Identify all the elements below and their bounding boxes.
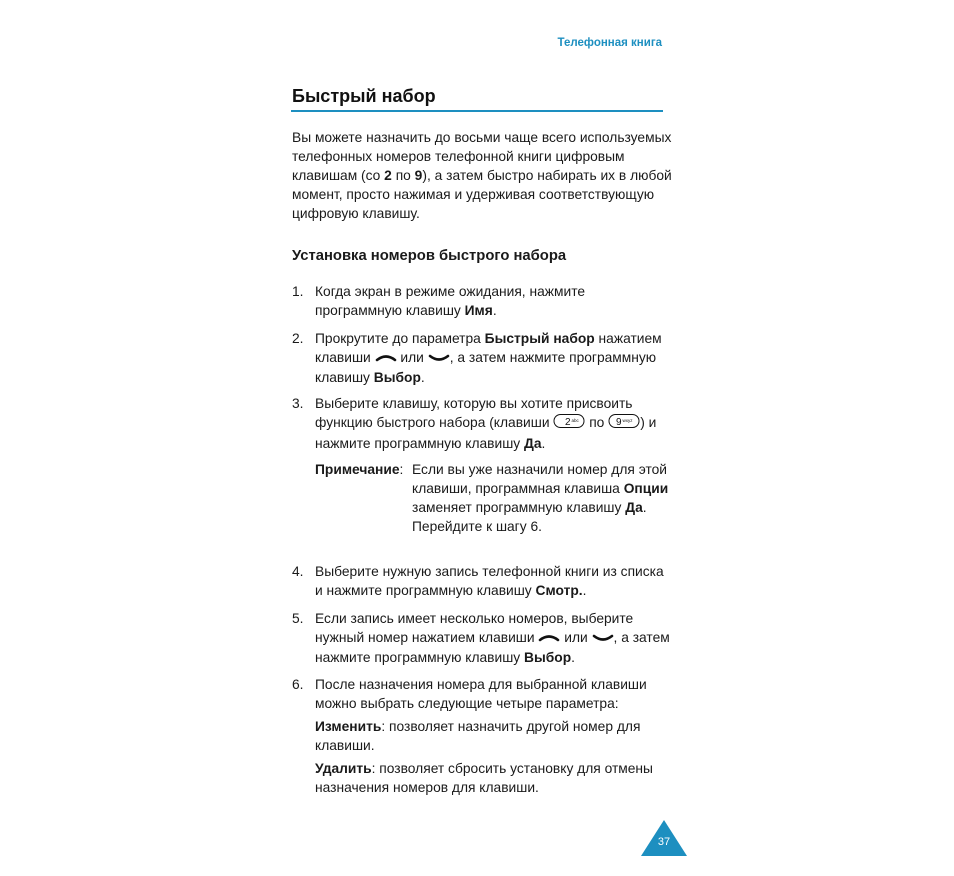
- nav-down-icon: [428, 349, 450, 368]
- step-6-intro: После назначения номера для выбранной клавиши можно выбрать следующие четыре параметра:: [315, 677, 647, 711]
- svg-text:2: 2: [565, 417, 571, 428]
- page-number-badge: [641, 820, 687, 856]
- svg-text:abc: abc: [571, 418, 580, 423]
- key-9-icon: [608, 413, 640, 434]
- svg-text:9: 9: [616, 417, 622, 428]
- nav-up-icon: [375, 349, 397, 368]
- title-divider: [291, 110, 663, 112]
- step-text: [315, 675, 672, 797]
- step-number: 4.: [292, 564, 304, 579]
- step-number: 3.: [292, 396, 304, 411]
- intro-paragraph: Вы можете назначить до восьми чаще всего используемых телефонных номеров телефонной книги цифровым клавишам (со 2 по 9), а затем быстро набирать их в любой момент, просто нажимая и удерживая соответствующую цифровую клавишу.: [292, 130, 672, 221]
- step-1: [292, 282, 672, 320]
- step-text: Прокрутите до параметра Быстрый набор нажатием клавиши или , а затем нажмите программную клавишу Выбор.: [315, 331, 662, 385]
- option-change: Изменить: позволяет назначить другой номер для клавиши.: [315, 719, 641, 753]
- step-3: [292, 394, 672, 453]
- step-number: 6.: [292, 677, 304, 692]
- page-title: Быстрый набор: [292, 86, 436, 106]
- section-subtitle: Установка номеров быстрого набора: [292, 248, 567, 264]
- svg-text:wxyz: wxyz: [622, 418, 633, 423]
- step-text: Если запись имеет несколько номеров, выберите нужный номер нажатием клавиши или , а затем нажмите программную клавишу Выбор.: [315, 611, 670, 665]
- option-delete: Удалить: позволяет сбросить установку для отмены назначения номеров для клавиши.: [315, 761, 653, 795]
- nav-down-icon: [592, 629, 614, 648]
- note-block: [315, 460, 672, 536]
- note-text: Если вы уже назначили номер для этой клавиши, программная клавиша Опции заменяет программную клавишу Да. Перейдите к шагу 6.: [412, 462, 669, 534]
- page-number: 37: [657, 836, 671, 848]
- step-number: 2.: [292, 331, 304, 346]
- step-5: [292, 609, 672, 667]
- step-text: Выберите нужную запись телефонной книги из списка и нажмите программную клавишу Смотр..: [315, 564, 664, 598]
- step-2: [292, 329, 672, 387]
- step-text: Выберите клавишу, которую вы хотите присвоить функцию быстрого набора (клавиши 2 abc по 9 wxyz ) и нажмите программную клавишу Да.: [315, 396, 657, 451]
- key-2-icon: [553, 413, 585, 434]
- nav-up-icon: [538, 629, 560, 648]
- step-number: 1.: [292, 284, 304, 299]
- step-text: Когда экран в режиме ожидания, нажмите программную клавишу Имя.: [315, 284, 586, 318]
- note-label: Примечание:: [315, 462, 404, 477]
- step-number: 5.: [292, 611, 304, 626]
- section-header: Телефонная книга: [557, 37, 662, 49]
- step-6: [292, 675, 672, 797]
- step-4: [292, 562, 672, 600]
